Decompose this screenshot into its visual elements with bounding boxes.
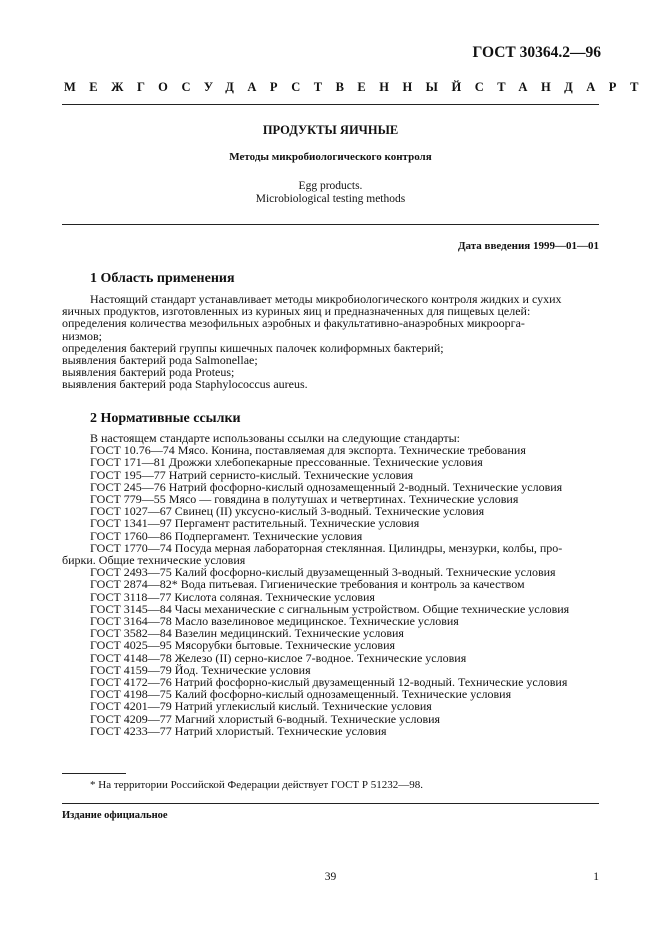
reference-line: ГОСТ 171—81 Дрожжи хлебопекарные прессованные. Технические условия xyxy=(90,455,483,470)
banner-word-1: МЕЖГОСУДАРСТВЕННЫЙ xyxy=(64,80,475,94)
reference-line: ГОСТ 2493—75 Калий фосфорно-кислый двузамещенный 3-водный. Технические условия xyxy=(90,565,556,580)
section-1-line: определения количества мезофильных аэробных и факультативно-анаэробных микроорга- xyxy=(62,316,525,331)
interstate-standard-banner xyxy=(64,80,652,95)
reference-line: В настоящем стандарте использованы ссылки на следующие стандарты: xyxy=(90,431,461,445)
official-edition-label: Издание официальное xyxy=(62,810,168,821)
section-2-heading: 2 Нормативные ссылки xyxy=(90,411,241,426)
reference-line: ГОСТ 4233—77 Натрий хлористый. Технические условия xyxy=(90,723,387,738)
reference-line: ГОСТ 3164—78 Масло вазелиновое медицинское. Технические условия xyxy=(90,614,459,629)
section-1-body xyxy=(62,293,599,391)
footer-divider xyxy=(62,803,599,804)
introduction-date: Дата введения 1999—01—01 xyxy=(457,240,599,252)
reference-line: ГОСТ 3145—84 Часы механические с сигнальным устройством. Общие технические условия xyxy=(90,601,570,616)
footnote: * На территории Российской Федерации действует ГОСТ Р 51232—98. xyxy=(90,779,424,791)
section-1-heading: 1 Область применения xyxy=(90,271,235,286)
title-divider xyxy=(62,224,599,225)
reference-line: ГОСТ 4209—77 Магний хлористый 6-водный. Технические условия xyxy=(90,711,441,726)
section-2-body xyxy=(62,432,599,737)
page-number: 39 xyxy=(324,871,337,883)
reference-line: ГОСТ 245—76 Натрий фосфорно-кислый однозамещенный 2-водный. Технические условия xyxy=(90,479,563,494)
banner-word-2: СТАНДАРТ xyxy=(474,80,652,94)
english-title-line-2: Microbiological testing methods xyxy=(255,193,406,205)
reference-line: ГОСТ 4025—95 Мясорубки бытовые. Технические условия xyxy=(90,638,396,653)
section-1-line: определения бактерий группы кишечных палочек колиформных бактерий; xyxy=(62,340,444,355)
reference-line: ГОСТ 1341—97 Пергамент растительный. Технические условия xyxy=(90,516,420,531)
document-subtitle: Методы микробиологического контроля xyxy=(229,151,432,163)
sheet-number: 1 xyxy=(593,871,599,883)
reference-line: ГОСТ 10.76—74 Мясо. Конина, поставляемая для экспорта. Технические требования xyxy=(90,443,526,458)
section-1-line: выявления бактерий рода Proteus; xyxy=(62,365,235,380)
reference-line: ГОСТ 1760—86 Подпергамент. Технические условия xyxy=(90,528,363,543)
footnote-rule xyxy=(62,773,126,774)
reference-line: ГОСТ 195—77 Натрий сернисто-кислый. Технические условия xyxy=(90,467,414,482)
section-1-line: выявления бактерий рода Salmonellae; xyxy=(62,353,258,368)
section-1-line: выявления бактерий рода Staphylococcus aureus. xyxy=(62,377,308,392)
reference-line: ГОСТ 4172—76 Натрий фосфорно-кислый двузамещенный 12-водный. Технические условия xyxy=(90,675,568,690)
english-title xyxy=(62,180,599,206)
english-title-line-1: Egg products. xyxy=(298,180,363,192)
reference-line: ГОСТ 4201—79 Натрий углекислый кислый. Технические условия xyxy=(90,699,432,714)
reference-line: ГОСТ 2874—82* Вода питьевая. Гигиенические требования и контроль за качеством xyxy=(90,577,525,592)
section-1-line: яичных продуктов, изготовленных из куриных яиц и предназначенных для пищевых целей: xyxy=(62,304,531,319)
reference-line: ГОСТ 4148—78 Железо (II) серно-кислое 7-водное. Технические условия xyxy=(90,650,467,665)
reference-line: ГОСТ 1027—67 Свинец (II) уксусно-кислый 3-водный. Технические условия xyxy=(90,504,485,519)
section-1-line: низмов; xyxy=(62,328,103,343)
reference-line: ГОСТ 3582—84 Вазелин медицинский. Технические условия xyxy=(90,626,404,641)
reference-line: ГОСТ 779—55 Мясо — говядина в полутушах и четвертинах. Технические условия xyxy=(90,492,519,507)
reference-line: ГОСТ 1770—74 Посуда мерная лабораторная стеклянная. Цилиндры, мензурки, колбы, про- xyxy=(90,540,563,555)
reference-line: ГОСТ 4198—75 Калий фосфорно-кислый однозамещенный. Технические условия xyxy=(90,687,512,702)
reference-line: ГОСТ 4159—79 Йод. Технические условия xyxy=(90,662,311,677)
document-title: ПРОДУКТЫ ЯИЧНЫЕ xyxy=(262,123,399,137)
section-1-line: Настоящий стандарт устанавливает методы микробиологического контроля жидких и сухих xyxy=(90,292,562,306)
top-divider xyxy=(62,104,599,105)
reference-line: ГОСТ 3118—77 Кислота соляная. Технические условия xyxy=(90,589,375,604)
reference-line: бирки. Общие технические условия xyxy=(62,553,246,568)
gost-code: ГОСТ 30364.2—96 xyxy=(472,44,601,61)
